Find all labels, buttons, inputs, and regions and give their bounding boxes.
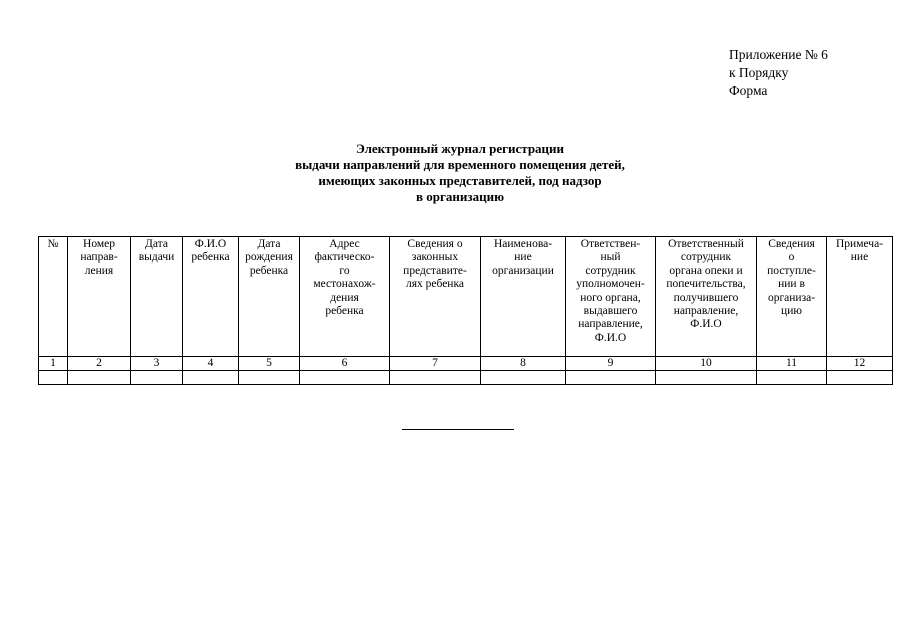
column-number: 2 — [68, 357, 131, 371]
empty-cell — [68, 371, 131, 385]
appendix-order-ref: к Порядку — [729, 65, 789, 80]
header-cell-notes: Примеча- ние — [827, 237, 893, 357]
column-number: 5 — [239, 357, 300, 371]
closing-rule-line — [402, 429, 514, 430]
column-number: 11 — [757, 357, 827, 371]
empty-cell — [39, 371, 68, 385]
table-header-row — [39, 237, 893, 357]
empty-cell — [656, 371, 757, 385]
column-number: 8 — [481, 357, 566, 371]
column-number: 6 — [300, 357, 390, 371]
column-number: 7 — [390, 357, 481, 371]
empty-cell — [481, 371, 566, 385]
empty-cell — [131, 371, 183, 385]
empty-entry-row — [39, 371, 893, 385]
appendix-note — [729, 46, 828, 100]
column-number: 3 — [131, 357, 183, 371]
header-cell-child-name: Ф.И.О ребенка — [183, 237, 239, 357]
journal-table — [38, 236, 893, 385]
empty-cell — [390, 371, 481, 385]
empty-cell — [757, 371, 827, 385]
empty-cell — [239, 371, 300, 385]
header-cell-birth-date: Дата рождения ребенка — [239, 237, 300, 357]
column-number: 1 — [39, 357, 68, 371]
column-number: 10 — [656, 357, 757, 371]
appendix-number: Приложение № 6 — [729, 47, 828, 62]
title-line-3: имеющих законных представителей, под надзор — [318, 173, 602, 188]
empty-cell — [300, 371, 390, 385]
header-cell-receiving-officer: Ответственный сотрудник органа опеки и попечительства, получившего направление, Ф.И.О — [656, 237, 757, 357]
title-line-2: выдачи направлений для временного помещения детей, — [295, 157, 625, 172]
title-line-1: Электронный журнал регистрации — [355, 141, 565, 156]
header-cell-guardians: Сведения о законных представите- лях ребенка — [390, 237, 481, 357]
title-line-4: в организацию — [415, 189, 505, 204]
column-number: 4 — [183, 357, 239, 371]
column-number: 9 — [566, 357, 656, 371]
header-cell-address: Адрес фактическо- го местонахож- дения ребенка — [300, 237, 390, 357]
appendix-form-label: Форма — [729, 83, 768, 98]
empty-cell — [566, 371, 656, 385]
empty-cell — [183, 371, 239, 385]
header-cell-issuing-officer: Ответствен- ный сотрудник уполномочен- ного органа, выдавшего направление, Ф.И.О — [566, 237, 656, 357]
header-cell-organization: Наименова- ние организации — [481, 237, 566, 357]
header-cell-admission-info: Сведения о поступле- нии в организа- цию — [757, 237, 827, 357]
column-numbers-row — [39, 357, 893, 371]
header-cell-issue-date: Дата выдачи — [131, 237, 183, 357]
header-cell-number: № — [39, 237, 68, 357]
empty-cell — [827, 371, 893, 385]
document-title — [190, 141, 730, 205]
header-cell-direction-number: Номер направ- ления — [68, 237, 131, 357]
column-number: 12 — [827, 357, 893, 371]
